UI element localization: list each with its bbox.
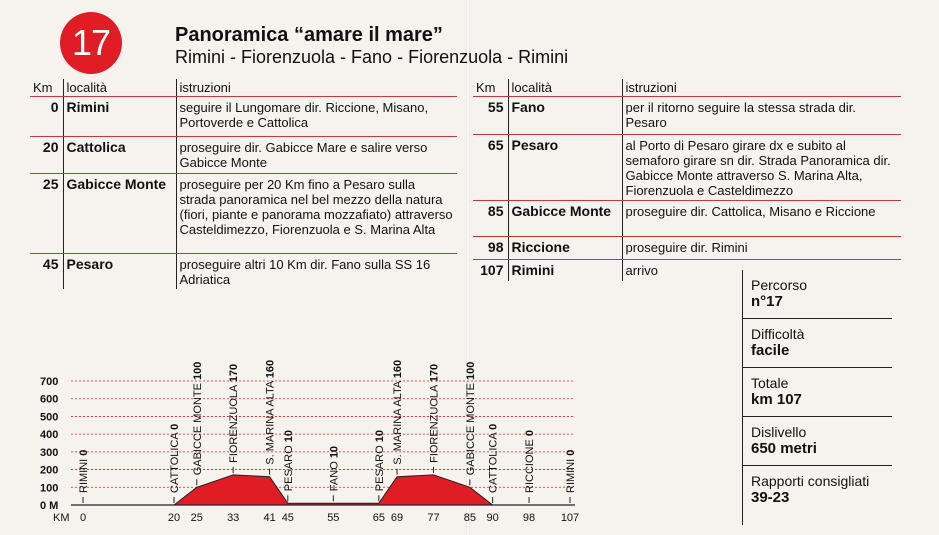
row-instructions: proseguire per 20 Km fino a Pesaro sulla strada panoramica nel bel mezzo della natura (fiori, piante e panorama mozzafiato) attraverso Casteldimezzo, Fiorenzuola e S. Marina Alta — [176, 173, 457, 253]
location-label — [283, 430, 295, 491]
row-km: 25 — [30, 173, 63, 253]
location-altitude: 10 — [282, 430, 295, 443]
location-name: FIORENZUOLA — [228, 382, 241, 463]
x-tick-label: 107 — [560, 512, 580, 524]
location-name: PESARO — [373, 442, 386, 492]
x-tick-label: 69 — [390, 512, 404, 524]
route-number-badge — [60, 12, 122, 74]
row-instructions: proseguire dir. Gabicce Mare e salire verso Gabicce Monte — [176, 136, 457, 173]
x-tick-label: 45 — [281, 512, 294, 524]
location-altitude: 0 — [169, 423, 181, 430]
x-tick-label: 98 — [522, 512, 536, 524]
row-place: Fano — [508, 96, 622, 134]
location-label — [524, 430, 536, 493]
info-percorso — [743, 270, 892, 319]
info-value: 39-23 — [751, 489, 790, 506]
row-place: Pesaro — [508, 134, 622, 200]
route-subtitle: Rimini - Fiorenzuola - Fano - Fiorenzuola - Rimini — [175, 47, 569, 67]
location-altitude: 10 — [328, 445, 341, 459]
col-header-istruzioni: istruzioni — [176, 79, 457, 96]
route-info-box — [742, 270, 892, 525]
location-altitude: 0 — [565, 449, 577, 456]
location-name: FANO — [328, 458, 341, 492]
row-km: 85 — [473, 200, 508, 236]
col-header-localita: località — [508, 79, 622, 96]
route-table-right — [473, 79, 901, 281]
y-tick-label: 500 — [40, 411, 59, 424]
location-name: RICCIONE — [524, 436, 536, 493]
info-value: 650 metri — [751, 440, 817, 457]
y-tick-label: 300 — [40, 446, 59, 459]
table-header-row — [473, 79, 901, 96]
location-name: S. MARINA ALTA — [392, 378, 404, 465]
row-instructions: proseguire dir. Cattolica, Misano e Riccione — [622, 200, 901, 236]
y-tick-label: 200 — [40, 464, 59, 477]
route-number: 17 — [71, 22, 111, 63]
info-difficolta — [743, 319, 892, 368]
x-tick-label: 33 — [227, 512, 240, 524]
row-km: 55 — [473, 96, 508, 134]
table-row — [30, 136, 457, 173]
route-table-left — [30, 79, 457, 289]
y-tick-label: 400 — [40, 429, 59, 442]
location-altitude: 0 — [78, 449, 90, 456]
info-label: Percorso — [751, 277, 808, 293]
row-place: Riccione — [508, 236, 622, 259]
y-tick-label: 0 M — [40, 500, 59, 512]
location-altitude: 170 — [228, 363, 241, 383]
y-tick-label: 600 — [40, 393, 59, 406]
row-km: 98 — [473, 236, 508, 259]
table-row — [30, 173, 457, 253]
table-row — [473, 134, 901, 200]
x-tick-label: 90 — [486, 512, 499, 524]
x-tick-label: 77 — [427, 512, 440, 524]
x-tick-label: 41 — [263, 512, 276, 524]
row-km: 45 — [42, 255, 59, 272]
location-name: FIORENZUOLA — [428, 382, 441, 463]
x-axis-label: KM — [53, 512, 70, 524]
row-instructions: proseguire altri 10 Km dir. Fano sulla SS 16 Adriatica — [176, 253, 457, 289]
col-header-localita: località — [63, 79, 176, 96]
location-altitude: 170 — [428, 363, 441, 383]
location-name: PESARO — [282, 442, 295, 492]
info-rapporti — [743, 466, 892, 515]
location-label — [465, 362, 477, 476]
row-place: Rimini — [508, 259, 622, 281]
row-place: Pesaro — [63, 253, 176, 289]
table-row — [473, 96, 901, 134]
info-label: Totale — [751, 375, 789, 391]
location-altitude: 100 — [464, 361, 477, 380]
location-label — [228, 364, 240, 463]
table-row — [30, 96, 457, 136]
info-value: km 107 — [751, 391, 802, 408]
location-altitude: 100 — [191, 361, 204, 380]
row-km: 20 — [30, 136, 63, 173]
table-header-row — [30, 79, 457, 96]
y-tick-label: 100 — [40, 482, 59, 495]
location-name: RIMINI — [565, 455, 577, 493]
location-altitude: 160 — [392, 359, 404, 379]
x-tick-label: 0 — [79, 512, 87, 524]
x-tick-label: 25 — [190, 512, 203, 524]
row-instructions: seguire il Lungomare dir. Riccione, Misano, Portoverde e Cattolica — [176, 96, 457, 136]
col-header-istruzioni: istruzioni — [622, 79, 901, 96]
location-altitude: 0 — [524, 430, 536, 437]
location-label — [78, 450, 90, 493]
location-label — [392, 360, 404, 465]
info-label: Difficoltà — [751, 326, 805, 342]
table-row — [473, 236, 901, 259]
x-tick-label: 65 — [372, 512, 385, 524]
table-row — [473, 200, 901, 236]
elevation-profile-chart — [28, 335, 588, 530]
row-instructions: per il ritorno seguire la stessa strada dir. Pesaro — [622, 96, 901, 134]
col-header-km: Km — [30, 79, 63, 96]
info-dislivello — [743, 417, 892, 466]
col-header-km: Km — [473, 79, 508, 96]
x-tick-label: 85 — [463, 512, 476, 524]
location-altitude: 0 — [487, 423, 500, 430]
location-name: RIMINI — [78, 455, 90, 493]
location-label — [265, 360, 277, 465]
info-totale — [743, 368, 892, 417]
row-km: 107 — [480, 261, 504, 278]
location-name: CATTOLICA — [487, 429, 500, 493]
location-name: S. MARINA ALTA — [264, 378, 277, 465]
location-label — [429, 364, 441, 463]
location-label — [565, 450, 577, 493]
location-label — [374, 430, 386, 491]
row-km: 0 — [30, 96, 63, 136]
row-instructions: al Porto di Pesaro girare dx e subito al semaforo girare sn dir. Strada Panoramica dir. Gabicce Monte attraverso S. Marina Alta, Fiorenzuola e Casteldimezzo — [622, 134, 901, 200]
row-instructions: arrivo — [622, 259, 901, 281]
location-name: CATTOLICA — [169, 429, 181, 493]
location-altitude: 10 — [373, 430, 386, 443]
info-label: Rapporti consigliati — [751, 473, 870, 489]
info-value: facile — [751, 342, 790, 359]
row-place: Rimini — [63, 96, 176, 136]
location-name: GABICCE MONTE — [464, 379, 477, 476]
route-title: Panoramica “amare il mare” — [175, 24, 443, 46]
x-tick-label: 20 — [167, 512, 181, 524]
row-place: Gabicce Monte — [63, 173, 176, 253]
row-place: Gabicce Monte — [508, 200, 622, 236]
location-label — [328, 446, 340, 491]
row-km: 65 — [473, 134, 508, 200]
location-label — [488, 424, 500, 493]
location-label — [169, 424, 181, 493]
location-label — [192, 362, 204, 476]
row-place: Cattolica — [63, 136, 176, 173]
info-value: n°17 — [751, 293, 783, 310]
row-instructions: proseguire dir. Rimini — [622, 236, 901, 259]
table-row — [30, 253, 457, 289]
x-tick-label: 55 — [327, 512, 340, 524]
location-altitude: 160 — [264, 359, 277, 379]
y-tick-label: 700 — [40, 376, 59, 388]
info-label: Dislivello — [751, 424, 807, 440]
location-name: GABICCE MONTE — [191, 379, 204, 476]
